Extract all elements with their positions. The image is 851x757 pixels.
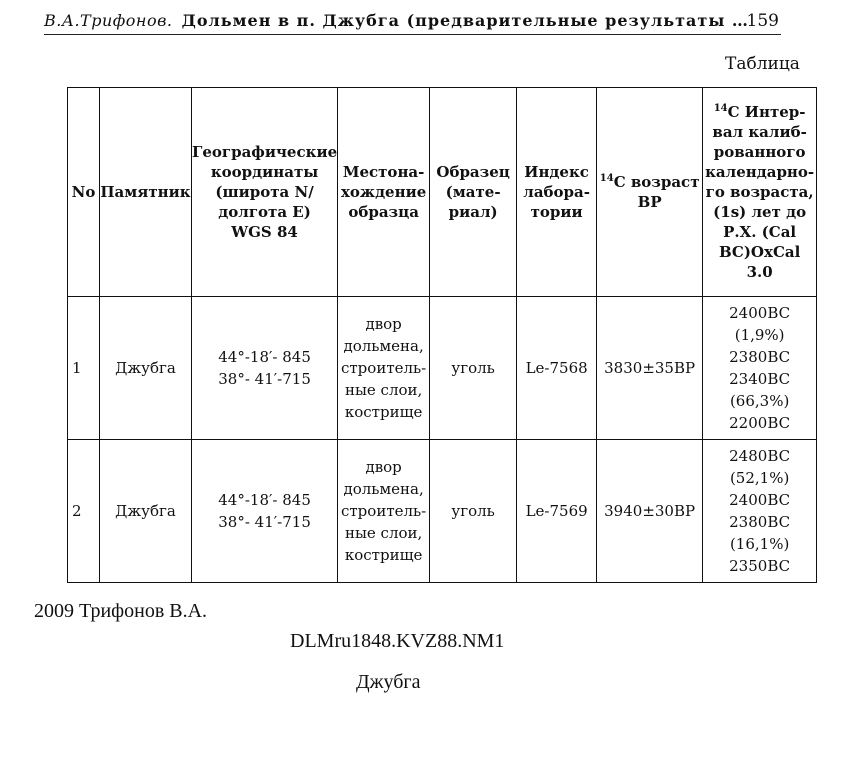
row-number: 1 [68,297,100,440]
row-interval-line: 2340BC [729,370,791,388]
radiocarbon-table [67,87,817,583]
row-interval-line: 2400BC [729,304,791,322]
row-longitude: 38°- 41′-715 [218,513,311,531]
header-sample [430,88,517,297]
header-interval-line: (1s) лет до [713,203,807,221]
row-interval [703,297,817,440]
row-location-line: дольмена, [343,480,424,498]
header-interval-line [703,102,816,122]
table-caption: Таблица [725,54,800,74]
table-header-row [68,88,817,297]
header-location-line: Местона- [342,163,425,181]
row-location-line: ные слои, [344,381,423,399]
row-interval-line: 2380BC [729,348,791,366]
row-location-line: строитель- [340,359,427,377]
row-sample: уголь [430,440,517,583]
header-coordinates [192,88,338,297]
row-location-line: кострище [344,546,423,564]
header-interval-superscript: 14 [713,103,728,114]
running-head-title: Дольмен в п. Джубга (предварительные результаты … [181,11,749,30]
header-coordinates-line: WGS 84 [231,223,298,241]
header-age-line: BP [637,193,662,211]
footer-author-line: 2009 Трифонов В.А. [34,600,208,622]
row-location [338,440,430,583]
row-age: 3830±35BP [597,297,703,440]
row-monument: Джубга [100,297,192,440]
header-interval-text: С Интер- [727,103,806,121]
header-age [597,88,703,297]
header-age-superscript: 14 [599,173,614,184]
row-interval [703,440,817,583]
row-interval-line: 2350BC [729,557,791,575]
running-head [44,10,781,35]
table-row [68,297,817,440]
row-interval-line: (52,1%) [729,469,790,487]
row-interval-line: (66,3%) [729,392,790,410]
header-coordinates-line: (широта N/ [215,183,314,201]
row-age: 3940±30BP [597,440,703,583]
header-interval-line: BC)OxCal [718,243,801,261]
row-latitude: 44°-18′- 845 [218,348,311,366]
row-location-line: кострище [344,403,423,421]
header-coordinates-line: долгота E) [218,203,311,221]
header-sample-line: риал) [448,203,498,221]
header-interval-line: Р.Х. (Cal [723,223,797,241]
header-location-line: хождение [340,183,427,201]
header-monument: Памятник [100,88,192,297]
row-location-line: ные слои, [344,524,423,542]
header-coordinates-line: Географические [192,143,338,161]
header-sample-line: (мате- [445,183,501,201]
row-location-line: двор [365,315,402,333]
row-location-line: строитель- [340,502,427,520]
row-location [338,297,430,440]
header-age-line [597,172,702,192]
row-location-line: двор [365,458,402,476]
row-latitude: 44°-18′- 845 [218,491,311,509]
header-interval-line: го возраста, [705,183,814,201]
row-interval-line: (1,9%) [734,326,785,344]
header-sample-line: Образец [436,163,510,181]
header-number: No [68,88,100,297]
header-lab-index [517,88,597,297]
row-interval-line: 2480BC [729,447,791,465]
header-interval-line: рованного [713,143,806,161]
row-number: 2 [68,440,100,583]
row-longitude: 38°- 41′-715 [218,370,311,388]
row-interval-line: 2380BC [729,513,791,531]
header-interval-line: календарно- [705,163,815,181]
row-location-line: дольмена, [343,337,424,355]
row-monument: Джубга [100,440,192,583]
header-location [338,88,430,297]
header-interval-line: 3.0 [746,263,773,281]
table-row [68,440,817,583]
row-coordinates [192,297,338,440]
header-lab-line: тории [530,203,583,221]
row-interval-line: 2400BC [729,491,791,509]
header-lab-line: Индекс [524,163,589,181]
page-number: 159 [746,11,779,31]
row-lab-index: Le-7568 [517,297,597,440]
row-interval-line: 2200BC [729,414,791,432]
row-interval-line: (16,1%) [729,535,790,553]
running-head-author: В.А.Трифонов. [44,11,173,30]
footer-place-line: Джубга [356,671,421,693]
row-coordinates [192,440,338,583]
header-interval-line: вал калиб- [712,123,807,141]
header-age-text: С возраст [613,173,700,191]
header-location-line: образца [348,203,419,221]
row-lab-index: Le-7569 [517,440,597,583]
row-sample: уголь [430,297,517,440]
header-interval [703,88,817,297]
header-coordinates-line: координаты [210,163,319,181]
header-lab-line: лабора- [523,183,590,201]
footer-code-line: DLMru1848.KVZ88.NM1 [290,630,505,652]
